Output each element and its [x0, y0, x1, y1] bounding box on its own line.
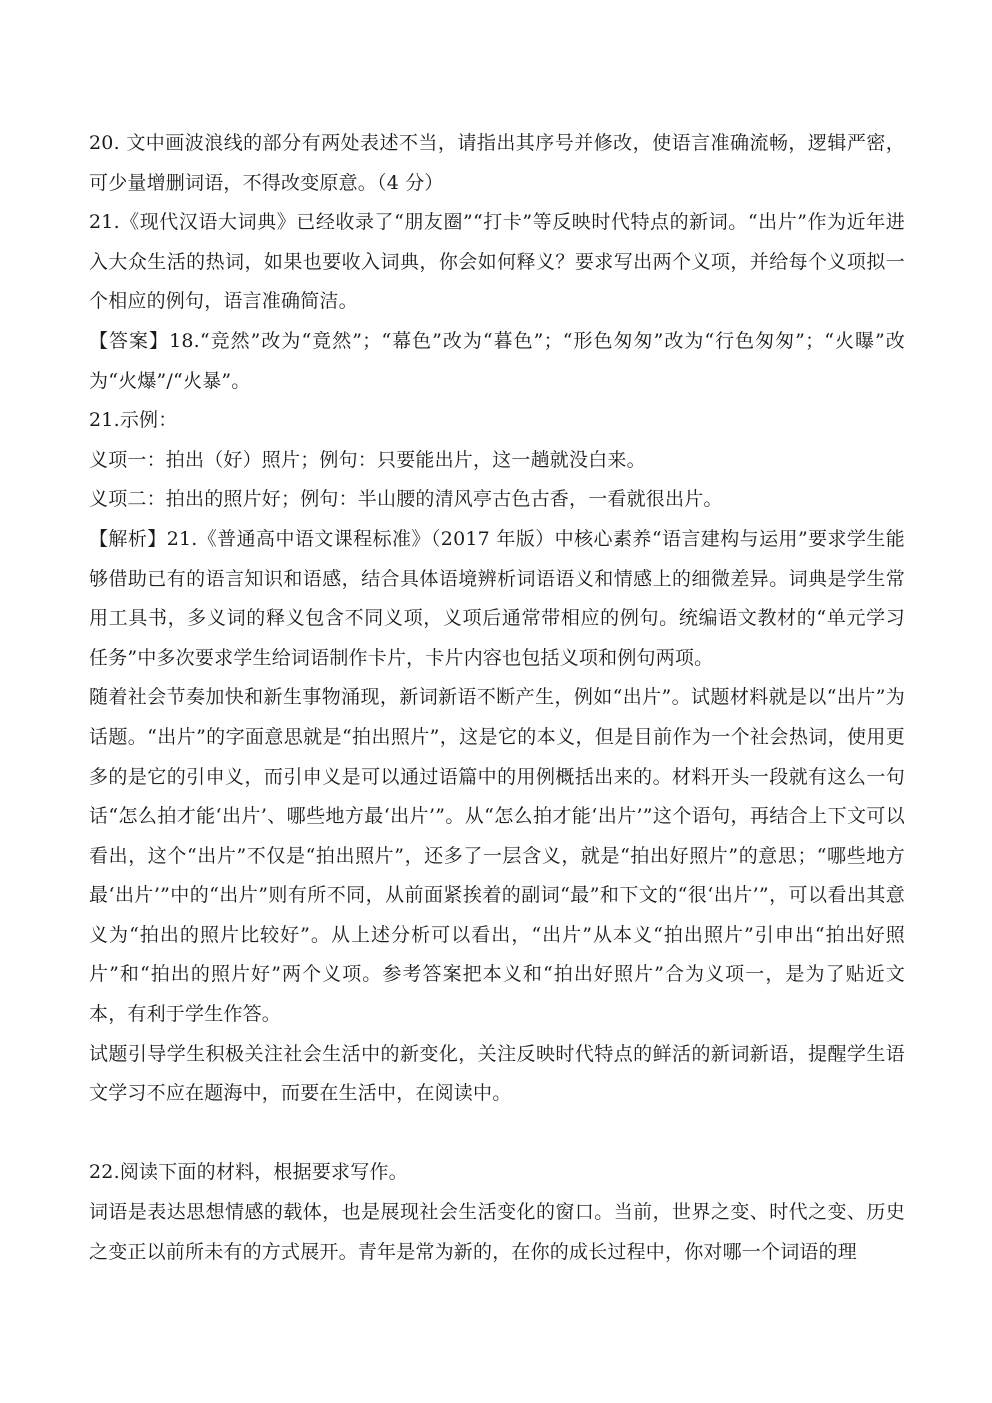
question-22: 22.阅读下面的材料，根据要求写作。	[89, 1161, 408, 1184]
answer-21-label: 21.示例：	[89, 409, 178, 432]
analysis-21-part-3: 试题引导学生积极关注社会生活中的新变化，关注反映时代特点的鲜活的新词新语，提醒学生语文学习不应在题海中，而要在生活中，在阅读中。	[89, 1042, 905, 1105]
section-spacer	[89, 1114, 905, 1154]
answer-21-sense-1: 义项一：拍出（好）照片；例句：只要能出片，这一趟就没白来。	[89, 448, 646, 471]
question-20: 20. 文中画波浪线的部分有两处表述不当，请指出其序号并修改，使语言准确流畅，逻辑严密，可少量增删词语，不得改变原意。（4 分）	[89, 132, 905, 194]
answer-21-sense-2: 义项二：拍出的照片好；例句：半山腰的清风亭古色古香，一看就很出片。	[89, 488, 723, 511]
answer-18: 【答案】18.“竞然”改为“竟然”；“幕色”改为“暮色”；“形色匆匆”改为“行色匆匆”；“火曝”改为“火爆”/“火暴”。	[89, 329, 905, 392]
analysis-21-part-1: 【解析】21.《普通高中语文课程标准》（2017 年版）中核心素养“语言建构与运用”要求学生能够借助已有的语言知识和语感，结合具体语境辨析词语语义和情感上的细微差异。词典是学生常用工具书，多义词的释义包含不同义项，义项后通常带相应的例句。统编语文教材的“单元学习任务”中多次要求学生给词语制作卡片，卡片内容也包括义项和例句两项。	[89, 527, 905, 669]
document-body	[89, 124, 905, 1272]
analysis-21-part-2: 随着社会节奏加快和新生事物涌现，新词新语不断产生，例如“出片”。试题材料就是以“出片”为话题。“出片”的字面意思就是“拍出照片”，这是它的本义，但是目前作为一个社会热词，使用更多的是它的引申义，而引申义是可以通过语篇中的用例概括出来的。材料开头一段就有这么一句话“怎么拍才能‘出片’、哪些地方最‘出片’”。从“怎么拍才能‘出片’”这个语句，再结合上下文可以看出，这个“出片”不仅是“拍出照片”，还多了一层含义，就是“拍出好照片”的意思；“哪些地方最‘出片’”中的“出片”则有所不同，从前面紧挨着的副词“最”和下文的“很‘出片’”，可以看出其意义为“拍出的照片比较好”。从上述分析可以看出，“出片”从本义“拍出照片”引申出“拍出好照片”和“拍出的照片好”两个义项。参考答案把本义和“拍出好照片”合为义项一，是为了贴近文本，有利于学生作答。	[89, 686, 905, 1026]
question-22-material: 词语是表达思想情感的载体，也是展现社会生活变化的窗口。当前，世界之变、时代之变、历史之变正以前所未有的方式展开。青年是常为新的，在你的成长过程中，你对哪一个词语的理	[89, 1201, 905, 1263]
question-21: 21.《现代汉语大词典》已经收录了“朋友圈”“打卡”等反映时代特点的新词。“出片”作为近年进入大众生活的热词，如果也要收入词典，你会如何释义？要求写出两个义项，并给每个义项拟一个相应的例句，语言准确简洁。	[89, 211, 905, 313]
